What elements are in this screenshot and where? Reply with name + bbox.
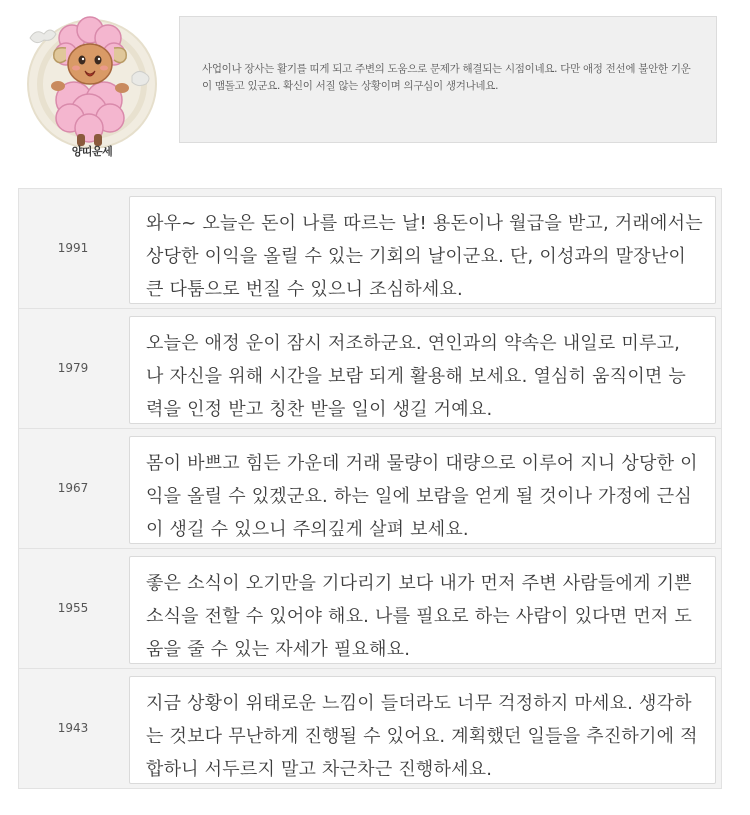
fortune-row xyxy=(18,669,722,789)
fortune-row xyxy=(18,429,722,549)
fortune-row xyxy=(18,309,722,429)
fortune-text: 몸이 바쁘고 힘든 가운데 거래 물량이 대량으로 이루어 지니 상당한 이익을 올릴 수 있겠군요. 하는 일에 보람을 얻게 될 것이나 가정에 근심이 생길 수 있으니 주의깊게 살펴 보세요. xyxy=(129,436,716,544)
fortune-row xyxy=(18,189,722,309)
fortune-table xyxy=(18,188,722,789)
fortune-text: 와우~ 오늘은 돈이 나를 따르는 날! 용돈이나 월급을 받고, 거래에서는 상당한 이익을 올릴 수 있는 기회의 날이군요. 단, 이성과의 말장난이 큰 다툼으로 번질 수 있으니 조심하세요. xyxy=(129,196,716,304)
fortune-header xyxy=(0,0,750,170)
fortune-row xyxy=(18,549,722,669)
birth-year: 1943 xyxy=(57,721,89,735)
zodiac-label: 양띠운세 xyxy=(71,145,113,158)
birth-year: 1955 xyxy=(57,601,89,615)
sheep-mascot-icon xyxy=(22,8,162,158)
fortune-text: 오늘은 애정 운이 잠시 저조하군요. 연인과의 약속은 내일로 미루고, 나 자신을 위해 시간을 보람 되게 활용해 보세요. 열심히 움직이면 능력을 인정 받고 칭찬 받을 일이 생길 거예요. xyxy=(129,316,716,424)
fortune-text: 지금 상황이 위태로운 느낌이 들더라도 너무 걱정하지 마세요. 생각하는 것보다 무난하게 진행될 수 있어요. 계획했던 일들을 추진하기에 적합하니 서두르지 말고 차근차근 진행하세요. xyxy=(129,676,716,784)
birth-year: 1967 xyxy=(57,481,89,495)
birth-year: 1979 xyxy=(57,361,89,375)
daily-summary: 사업이나 장사는 활기를 띠게 되고 주변의 도움으로 문제가 해결되는 시점이네요. 다만 애정 전선에 불안한 기운이 맴돌고 있군요. 확신이 서질 않는 상황이며 의구심이 생겨나네요. xyxy=(179,16,717,143)
fortune-text: 좋은 소식이 오기만을 기다리기 보다 내가 먼저 주변 사람들에게 기쁜 소식을 전할 수 있어야 해요. 나를 필요로 하는 사람이 있다면 먼저 도움을 줄 수 있는 자세가 필요해요. xyxy=(129,556,716,664)
birth-year: 1991 xyxy=(57,241,89,255)
